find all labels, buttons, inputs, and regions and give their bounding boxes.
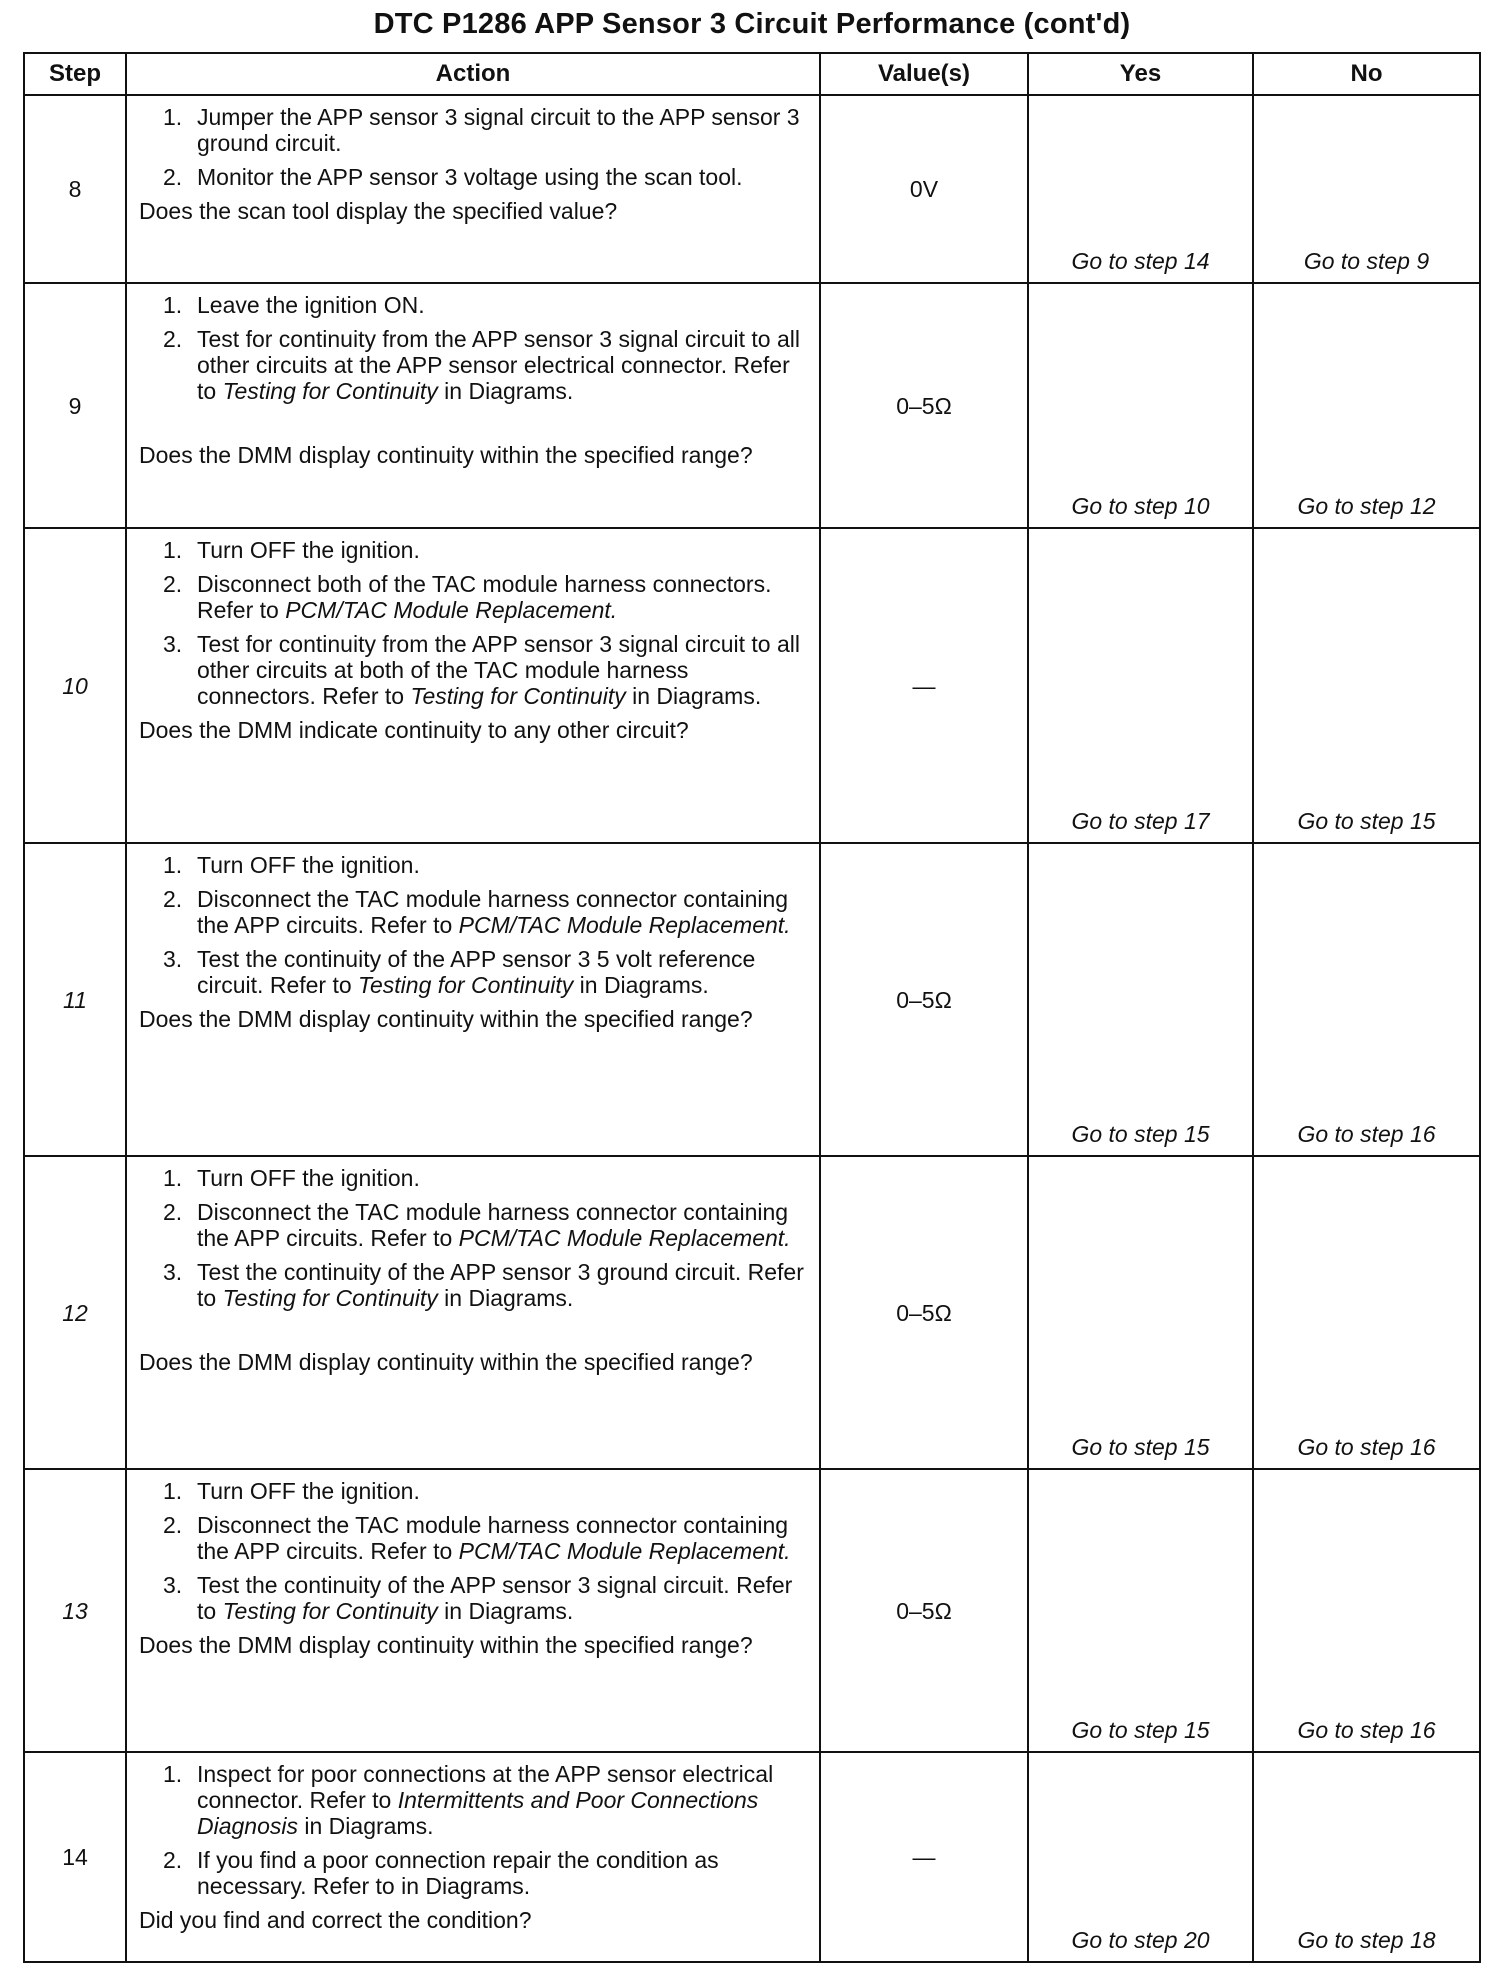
table-row	[24, 95, 1480, 283]
text-run: Disconnect the TAC module harness connector containing the APP circuits. Refer to	[197, 1512, 789, 1564]
reference-link-text: PCM/TAC Module Replacement.	[458, 912, 791, 938]
action-step-text	[197, 886, 791, 938]
action-question: Did you find and correct the condition?	[139, 1907, 532, 1933]
yes-cell: Go to step 15	[1028, 843, 1253, 1156]
action-question: Does the DMM display continuity within the specified range?	[139, 1006, 753, 1032]
action-steps	[139, 537, 807, 709]
value-cell: —	[820, 1752, 1028, 1962]
header-values: Value(s)	[820, 53, 1028, 95]
reference-link-text: Testing for Continuity	[410, 683, 626, 709]
step-number: 12	[24, 1156, 126, 1469]
action-step-number: 3.	[163, 631, 183, 657]
reference-link-text: Testing for Continuity	[358, 972, 574, 998]
action-step-text	[197, 292, 425, 318]
action-step-text	[197, 1259, 804, 1311]
reference-link-text: Intermittents and Poor Connections Diagnosis	[197, 1787, 759, 1839]
action-step	[139, 852, 807, 878]
action-step	[139, 1165, 807, 1191]
action-question: Does the scan tool display the specified value?	[139, 198, 618, 224]
action-cell	[126, 843, 820, 1156]
value-cell: 0–5Ω	[820, 843, 1028, 1156]
action-step-number: 2.	[163, 886, 183, 912]
action-cell	[126, 95, 820, 283]
action-step-number: 1.	[163, 1165, 183, 1191]
action-step	[139, 326, 807, 404]
action-question: Does the DMM indicate continuity to any other circuit?	[139, 717, 689, 743]
text-run: Disconnect the TAC module harness connector containing the APP circuits. Refer to	[197, 886, 789, 938]
table-header-row	[24, 53, 1480, 95]
action-steps	[139, 292, 807, 404]
action-step-number: 1.	[163, 1478, 183, 1504]
text-run: Test for continuity from the APP sensor 3 signal circuit to all other circuits at the APP sensor electrical connector. Refer to	[197, 326, 800, 404]
value-cell: —	[820, 528, 1028, 843]
step-number: 11	[24, 843, 126, 1156]
value-cell: 0V	[820, 95, 1028, 283]
action-step	[139, 1478, 807, 1504]
text-run: in Diagrams.	[625, 683, 762, 709]
action-step-text	[197, 1761, 773, 1839]
action-step-number: 2.	[163, 1199, 183, 1225]
table-row	[24, 1752, 1480, 1962]
action-step-text	[197, 1572, 792, 1624]
action-step-number: 1.	[163, 537, 183, 563]
no-cell: Go to step 9	[1253, 95, 1480, 283]
action-step	[139, 946, 807, 998]
reference-link-text: Testing for Continuity	[222, 378, 438, 404]
text-run: in Diagrams.	[437, 1285, 574, 1311]
action-step-number: 2.	[163, 1847, 183, 1873]
reference-link-text: Testing for Continuity	[222, 1598, 438, 1624]
action-step	[139, 1199, 807, 1251]
table-row	[24, 843, 1480, 1156]
text-run: Test the continuity of the APP sensor 3 ground circuit. Refer to	[197, 1259, 804, 1311]
action-question: Does the DMM display continuity within the specified range?	[139, 1349, 753, 1375]
action-step-number: 2.	[163, 326, 183, 352]
action-step	[139, 1259, 807, 1311]
action-steps	[139, 1761, 807, 1899]
action-step-number: 1.	[163, 104, 183, 130]
table-row	[24, 1469, 1480, 1752]
action-step-text	[197, 1478, 420, 1504]
action-step-number: 1.	[163, 1761, 183, 1787]
page-title: DTC P1286 APP Sensor 3 Circuit Performance (cont'd)	[373, 8, 1131, 40]
action-step-text	[197, 1512, 791, 1564]
text-run: Jumper the APP sensor 3 signal circuit to the APP sensor 3 ground circuit.	[197, 104, 800, 156]
action-step	[139, 631, 807, 709]
text-run: Turn OFF the ignition.	[197, 852, 420, 878]
text-run: Monitor the APP sensor 3 voltage using the scan tool.	[197, 164, 743, 190]
yes-cell: Go to step 20	[1028, 1752, 1253, 1962]
action-cell	[126, 1469, 820, 1752]
text-run: Turn OFF the ignition.	[197, 1478, 420, 1504]
no-cell: Go to step 12	[1253, 283, 1480, 528]
step-number: 13	[24, 1469, 126, 1752]
action-steps	[139, 1165, 807, 1311]
action-step-number: 3.	[163, 946, 183, 972]
text-run: in Diagrams.	[437, 378, 574, 404]
yes-cell: Go to step 15	[1028, 1469, 1253, 1752]
action-step	[139, 1761, 807, 1839]
table-row	[24, 528, 1480, 843]
action-step-text	[197, 164, 743, 190]
action-step-number: 3.	[163, 1572, 183, 1598]
reference-link-text: PCM/TAC Module Replacement.	[285, 597, 618, 623]
action-step-text	[197, 631, 800, 709]
yes-cell: Go to step 17	[1028, 528, 1253, 843]
action-step-text	[197, 1199, 791, 1251]
text-run: If you find a poor connection repair the condition as necessary. Refer to in Diagrams.	[197, 1847, 719, 1899]
action-cell	[126, 528, 820, 843]
action-step-text	[197, 326, 800, 404]
text-run: Turn OFF the ignition.	[197, 1165, 420, 1191]
diagnostic-table	[23, 52, 1481, 1963]
text-run: Disconnect the TAC module harness connector containing the APP circuits. Refer to	[197, 1199, 789, 1251]
header-no: No	[1253, 53, 1480, 95]
action-step-text	[197, 946, 755, 998]
action-steps	[139, 1478, 807, 1624]
step-number: 10	[24, 528, 126, 843]
action-step	[139, 292, 807, 318]
no-cell: Go to step 16	[1253, 1469, 1480, 1752]
text-run: Turn OFF the ignition.	[197, 537, 420, 563]
no-cell: Go to step 16	[1253, 843, 1480, 1156]
action-step	[139, 164, 807, 190]
text-run: Disconnect both of the TAC module harness connectors. Refer to	[197, 571, 772, 623]
step-number: 14	[24, 1752, 126, 1962]
text-run: Test for continuity from the APP sensor 3 signal circuit to all other circuits at both of the TAC module harness connectors. Refer to	[197, 631, 800, 709]
value-cell: 0–5Ω	[820, 1469, 1028, 1752]
text-run: Test the continuity of the APP sensor 3 5 volt reference circuit. Refer to	[197, 946, 756, 998]
action-steps	[139, 852, 807, 998]
action-step-number: 1.	[163, 292, 183, 318]
no-cell: Go to step 16	[1253, 1156, 1480, 1469]
action-step-number: 1.	[163, 852, 183, 878]
no-cell: Go to step 18	[1253, 1752, 1480, 1962]
action-step-text	[197, 571, 771, 623]
header-action: Action	[126, 53, 820, 95]
table-body	[24, 95, 1480, 1962]
action-step-text	[197, 537, 420, 563]
text-run: in Diagrams.	[298, 1813, 434, 1839]
yes-cell: Go to step 15	[1028, 1156, 1253, 1469]
action-cell	[126, 1752, 820, 1962]
text-run: Leave the ignition ON.	[197, 292, 425, 318]
action-question: Does the DMM display continuity within the specified range?	[139, 1632, 753, 1658]
header-yes: Yes	[1028, 53, 1253, 95]
reference-link-text: PCM/TAC Module Replacement.	[458, 1225, 791, 1251]
action-cell	[126, 1156, 820, 1469]
action-steps	[139, 104, 807, 190]
text-run: Inspect for poor connections at the APP sensor electrical connector. Refer to	[197, 1761, 774, 1813]
action-step	[139, 886, 807, 938]
text-run: in Diagrams.	[437, 1598, 574, 1624]
action-step	[139, 537, 807, 563]
table-row	[24, 283, 1480, 528]
action-step	[139, 1847, 807, 1899]
text-run: Test the continuity of the APP sensor 3 signal circuit. Refer to	[197, 1572, 793, 1624]
text-run: in Diagrams.	[573, 972, 709, 998]
step-number: 9	[24, 283, 126, 528]
action-step-number: 2.	[163, 571, 183, 597]
action-step-text	[197, 852, 420, 878]
action-step	[139, 571, 807, 623]
header-step: Step	[24, 53, 126, 95]
action-step-number: 2.	[163, 1512, 183, 1538]
action-step-text	[197, 104, 800, 156]
action-cell	[126, 283, 820, 528]
yes-cell: Go to step 10	[1028, 283, 1253, 528]
action-step-text	[197, 1165, 420, 1191]
reference-link-text: Testing for Continuity	[222, 1285, 438, 1311]
yes-cell: Go to step 14	[1028, 95, 1253, 283]
action-step-number: 3.	[163, 1259, 183, 1285]
step-number: 8	[24, 95, 126, 283]
value-cell: 0–5Ω	[820, 1156, 1028, 1469]
value-cell: 0–5Ω	[820, 283, 1028, 528]
table-row	[24, 1156, 1480, 1469]
action-step-number: 2.	[163, 164, 183, 190]
action-step	[139, 1572, 807, 1624]
action-question: Does the DMM display continuity within the specified range?	[139, 442, 753, 468]
action-step	[139, 104, 807, 156]
action-step	[139, 1512, 807, 1564]
no-cell: Go to step 15	[1253, 528, 1480, 843]
action-step-text	[197, 1847, 719, 1899]
reference-link-text: PCM/TAC Module Replacement.	[458, 1538, 791, 1564]
